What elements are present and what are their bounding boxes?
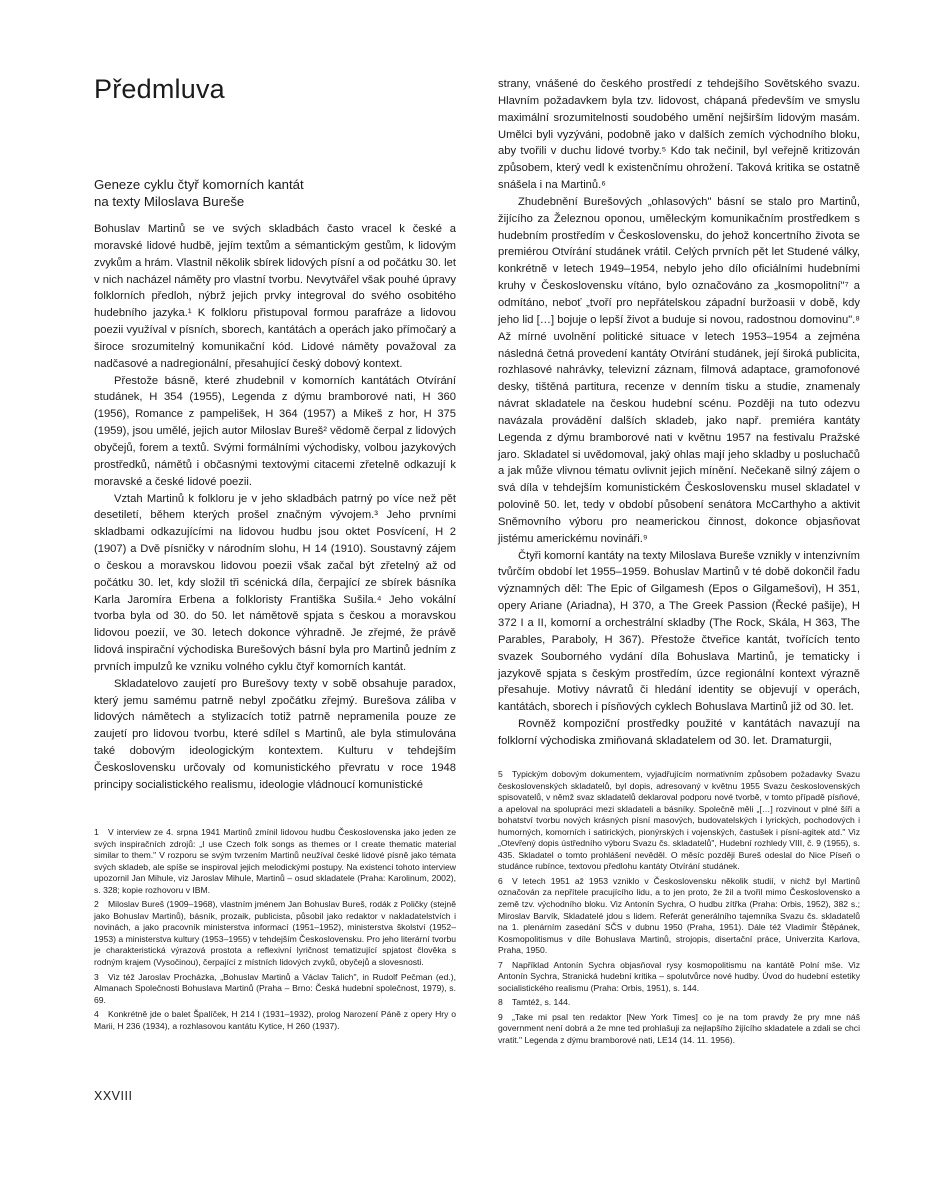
section-subtitle: [94, 176, 456, 210]
footnote-text: V interview ze 4. srpna 1941 Martinů zmínil lidovou hudbu Československa jako jeden ze svých inspiračních zdrojů: „I use Czech folk songs as themes or I create thematic material similar to them." V rozporu se svým tvrzením Martinů neužíval české lidové písně jako témata svých skladeb, ale spíše se inspiroval jejich melodickými postupy. Na existenci tohoto interview upozornil Jan Mihule, viz Jaroslav Mihule, Martinů – osud skladatele (Praha: Karolinum, 2002), s. 328; kopie rozhovoru v IBM.: [94, 827, 456, 895]
footnote: [498, 997, 860, 1009]
body-paragraph: Přestože básně, které zhudebnil v komorních kantátách Otvírání studánek, H 354 (1955), Legenda z dýmu bramborové nati, H 360 (1956), Romance z pampelišek, H 364 (1957) a Mikeš z hor, H 375 (1959), jsou umělé, jejich autor Miloslav Bureš² vědomě čerpal z lidových obyčejů, forem a textů. Svými formálními východisky, volbou jazykových prostředků, námětů i občasnými textovými citacemi zřetelně odkazují k moravské a české lidové poezii.: [94, 374, 456, 488]
subtitle-line-1: Geneze cyklu čtyř komorních kantát: [94, 177, 304, 192]
page-number: XXVIII: [94, 1089, 133, 1103]
footnote: [94, 1009, 456, 1032]
footnote-text: Typickým dobovým dokumentem, vyjadřujícím normativním způsobem požadavky Svazu československých skladatelů, byl dopis, adresovaný v květnu 1955 Svazu československých spisovatelů, v němž svaz skladatelů deklaroval podporu nové tvorbě, v tomto případě písňové, a apeloval na spolupráci mezi skladateli a básníky. Společně měli „[…] rozvinout v plné šíři a bohatství tvorbu nových krásných písní masových, budovatelských i lyrických, pochodových i humorných, komorních i satirických, pionýrských i vojenských, častušek i písní-agitek atd." Viz „Otevřený dopis ústředního výboru Svazu čs. skladatelů", Hudební rozhledy VIII, č. 9 (1955), s. 435. Skladatel o tomto prohlášení nevěděl. O měsíc později Bureš odeslal do Nice Píseň o studánce rubínce, textovou předlohu kantáty Otvírání studánek.: [498, 769, 860, 872]
body-paragraph: strany, vnášené do českého prostředí z tehdejšího Sovětského svazu. Hlavním požadavkem byla tzv. lidovost, chápaná především ve smyslu maximální srozumitelnosti soudobého umění nejširším lidovým masám. Umělci byli vyzýváni, podobně jako v dalších zemích východního bloku, aby tvořili v duchu lidové tvorby.⁵ Kdo tak nečinil, byl veřejně kritizován způsobem, který vedl k existenčnímu ohrožení. Taková kritika se ostatně snášela i na Martinů.⁶: [498, 78, 860, 192]
right-footnotes: [498, 769, 860, 1050]
footnote-number: 9: [498, 1011, 503, 1022]
right-column-body: [498, 76, 860, 750]
body-paragraph: Čtyři komorní kantáty na texty Miloslava Bureše vznikly v intenzivním tvůrčím období let 1955–1959. Bohuslav Martinů v té době dokončil řadu významných děl: The Epic of Gilgamesh (Epos o Gilgamešovi), H 351, opery Ariane (Ariadna), H 370, a The Greek Passion (Řecké pašije), H 372 I a II, komorní a orchestrální skladby (The Rock, Skála, H 363, The Parables, Paraboly, H 367). Přestože čtveřice kantát, tvořících tento svazek Souborného vydání díla Bohuslava Martinů, je tematicky i jazykově spjata s českým prostředím, úzce regionální kontext výrazně přesahuje. Motivy návratů či hledání identity se objevují v operách, kantátách, sborech i písňových cyklech Bohuslava Martinů již od 30. let.: [498, 549, 860, 714]
footnote: [94, 899, 456, 968]
footnote-text: Konkrétně jde o balet Špalíček, H 214 I (1931–1932), prolog Narození Páně z opery Hry o Marii, H 236 (1934), a rozhlasovou kantátu Kytice, H 260 (1937).: [94, 1009, 456, 1031]
body-paragraph: Rovněž kompoziční prostředky použité v kantátách navazují na folklorní východiska zmiňovaná skladatelem od 30. let. Dramaturgii,: [498, 718, 860, 747]
body-paragraph: Skladatelovo zaujetí pro Burešovy texty v sobě obsahuje paradox, který jemu samému patrně nebyl zpočátku zřejmý. Burešova záliba v lidových námětech a stylizacích totiž patrně nepramenila pouze ze zaujetí pro lidovou tvorbu, které sdílel s Martinů, ale byla stimulována také dobovým ideologickým kontextem. Kulturu v tehdejším Československu určovaly od komunistického převratu v roce 1948 principy socialistického realismu, ideologie vládnoucí komunistické: [94, 677, 456, 791]
body-paragraph: Zhudebnění Burešových „ohlasových" básní se stalo pro Martinů, žijícího za Železnou oponou, uměleckým komunikačním prostředkem s hudebním prostředím v Československu, do jehož koncertního života se premiérou Otvírání studánek vrátil. Celých prvních pět let Studené války, konkrétně v letech 1949–1954, nebylo jeho dílo oficiálními hudebními kruhy v Československu vítáno, bylo označováno za „kosmopolitní"⁷ a odmítáno, neboť „tvoří pro nepřátelskou západní buržoasii v době, kdy jeho lid […] bojuje o lepší život a buduje si novou, radostnou domovinu".⁸ Až mírné uvolnění politické situace v letech 1953–1954 a zejména následná četná provedení kantáty Otvírání studánek, její široká publicita, rozhlasové nahrávky, televizní záznam, filmová adaptace, gramofonové desky, tištěná partitura, recenze v denním tisku a studie, znamenaly návrat skladatele na českou hudební scénu. Později na tuto odezvu navázala provádění dalších skladeb, jako např. premiéra kantáty Legenda z dýmu bramborové nati v květnu 1957 na festivalu Pražské jaro. Skladatel si uvědomoval, jaký ohlas mají jeho skladby u posluchačů a jak může vlivnou tématu ovlivnit jejich mínění. Nečekaně silný zájem o svá díla v tehdejším komunistickém Československu musel skladatel v polovině 50. let, tedy v období působení senátora McCarthyho a aktivit Sněmovního výboru pro neamerickou činnost, dokonce objasňovat jistému americkému novináři.⁹: [498, 195, 860, 545]
footnote-number: 3: [94, 971, 99, 982]
footnote-number: 4: [94, 1009, 99, 1020]
footnote-text: Viz též Jaroslav Procházka, „Bohuslav Martinů a Václav Talich", in Rudolf Pečman (ed.), Almanach Společnosti Bohuslava Martinů (Praha – Brno: Česká hudební společnost, 1979), s. 69.: [94, 971, 456, 1005]
left-column-body: [94, 221, 456, 794]
footnote: [498, 876, 860, 957]
footnote: [498, 769, 860, 873]
footnote-text: V letech 1951 až 1953 vzniklo v Československu několik studií, v nichž byl Martinů označován za nepřítele pracujícího lidu, a to jen proto, že žil a tvořil mimo Československo a země tzv. východního bloku. Viz Antonín Sychra, O hudbu zítřka (Praha: Orbis, 1952), 382 s.; Miroslav Barvík, Skladatelé jdou s lidem. Referát generálního tajemníka Svazu čs. skladatelů na 1. plenárním zasedání SČS v dubnu 1950 (Praha, 1951). Dále též Vladimír Štěpánek, Kosmopolitismus v díle Bohuslava Martinů, strojopis, disertační práce, Univerzita Karlova, Praha, 1950.: [498, 875, 860, 956]
footnote-text: Miloslav Bureš (1909–1968), vlastním jménem Jan Bohuslav Bureš, rodák z Poličky (stejně jako Bohuslav Martinů), básník, prozaik, publicista, působil jako redaktor v nakladatelstvích i novinách, a jako pracovník ministerstva informací (1951–1952), ministerstva školství (1952–1953) a ministerstva kultury (1953–1955) v tehdejším Československu. Pro jeho literární tvorbu je charakteristická výrazová prostota a reflexivní lyričnost tematizující spjatost člověka s rodným krajem (Vysočinou), čerpající z místních lidových zvyků, obyčejů a slovesnosti.: [94, 899, 456, 968]
body-paragraph: Bohuslav Martinů se ve svých skladbách často vracel k české a moravské lidové hudbě, jejím textům a sémantickým gestům, k lidovým zvykům a hrám. Vlastnil několik sbírek lidových písní a od počátku 30. let v nich nacházel náměty pro vlastní tvorbu. Nevytvářel však pouhé úpravy folklorních předloh, nýbrž jejich prvky integroval do svého osobitého hudebního jazyka.¹ K folkloru přistupoval formou parafráze a lidovou poezii využíval v písních, sborech, kantátách a operách jako přímočarý a široce srozumitelný komunikační kód. Lidové náměty považoval za nadčasové a nadregionální, přesahující český dobový kontext.: [94, 223, 456, 370]
left-footnotes: [94, 827, 456, 1035]
page-title: Předmluva: [94, 74, 225, 104]
subtitle-line-2: na texty Miloslava Bureše: [94, 194, 245, 209]
footnote-text: „Take mi psal ten redaktor [New York Times] co je na tom pravdy že pry mne náš government není dobrá a že mne ted prohlašuji za nejlapšího žijícího skladatele a zdali se chci vratit." Legenda z dýmu bramborové nati, LE14 (14. 11. 1956).: [498, 1011, 860, 1046]
footnote: [498, 1012, 860, 1047]
body-paragraph: Vztah Martinů k folkloru je v jeho skladbách patrný po více než pět desetiletí, během kterých prošel značným vývojem.³ Jeho prvními skladbami odkazujícími na lidovou hudbu jsou oktet Posvícení, H 2 (1907) a Dvě písničky v národním slohu, H 14 (1910). Soustavný zájem o českou a moravskou lidovou poezii však začal být zřetelný až od počátku 30. let, kdy složil tři scénická díla, čerpající ze sbírek básníka Karla Jaromíra Erbena a folkloristy Františka Sušila.⁴ Jeho vokální tvorba byla od 30. do 50. let námětově spjata s českou a moravskou lidovou poezií, ve 30. letech dokonce výhradně. Je zřejmé, že právě lidová inspirační východiska Burešových básní byla pro Martinů jedním z prvních impulzů ke vzniku volného cyklu čtyř komorních kantát.: [94, 492, 456, 673]
footnote-number: 8: [498, 997, 503, 1008]
footnote: [498, 960, 860, 995]
footnote: [94, 972, 456, 1007]
footnote-number: 1: [94, 827, 99, 837]
footnote-number: 5: [498, 769, 503, 779]
footnote-number: 6: [498, 875, 503, 886]
footnote: [94, 827, 456, 896]
footnote-number: 7: [498, 959, 503, 970]
footnote-number: 2: [94, 899, 99, 910]
footnote-text: Tamtéž, s. 144.: [512, 997, 571, 1008]
footnote-text: Například Antonín Sychra objasňoval rysy kosmopolitismu na kantátě Polní mše. Viz Antonín Sychra, Stranická hudební kritika – spolutvůrce nové hudby. Úvod do hudební estetiky socialistického realismu (Praha: Orbis, 1951), s. 144.: [498, 959, 860, 993]
